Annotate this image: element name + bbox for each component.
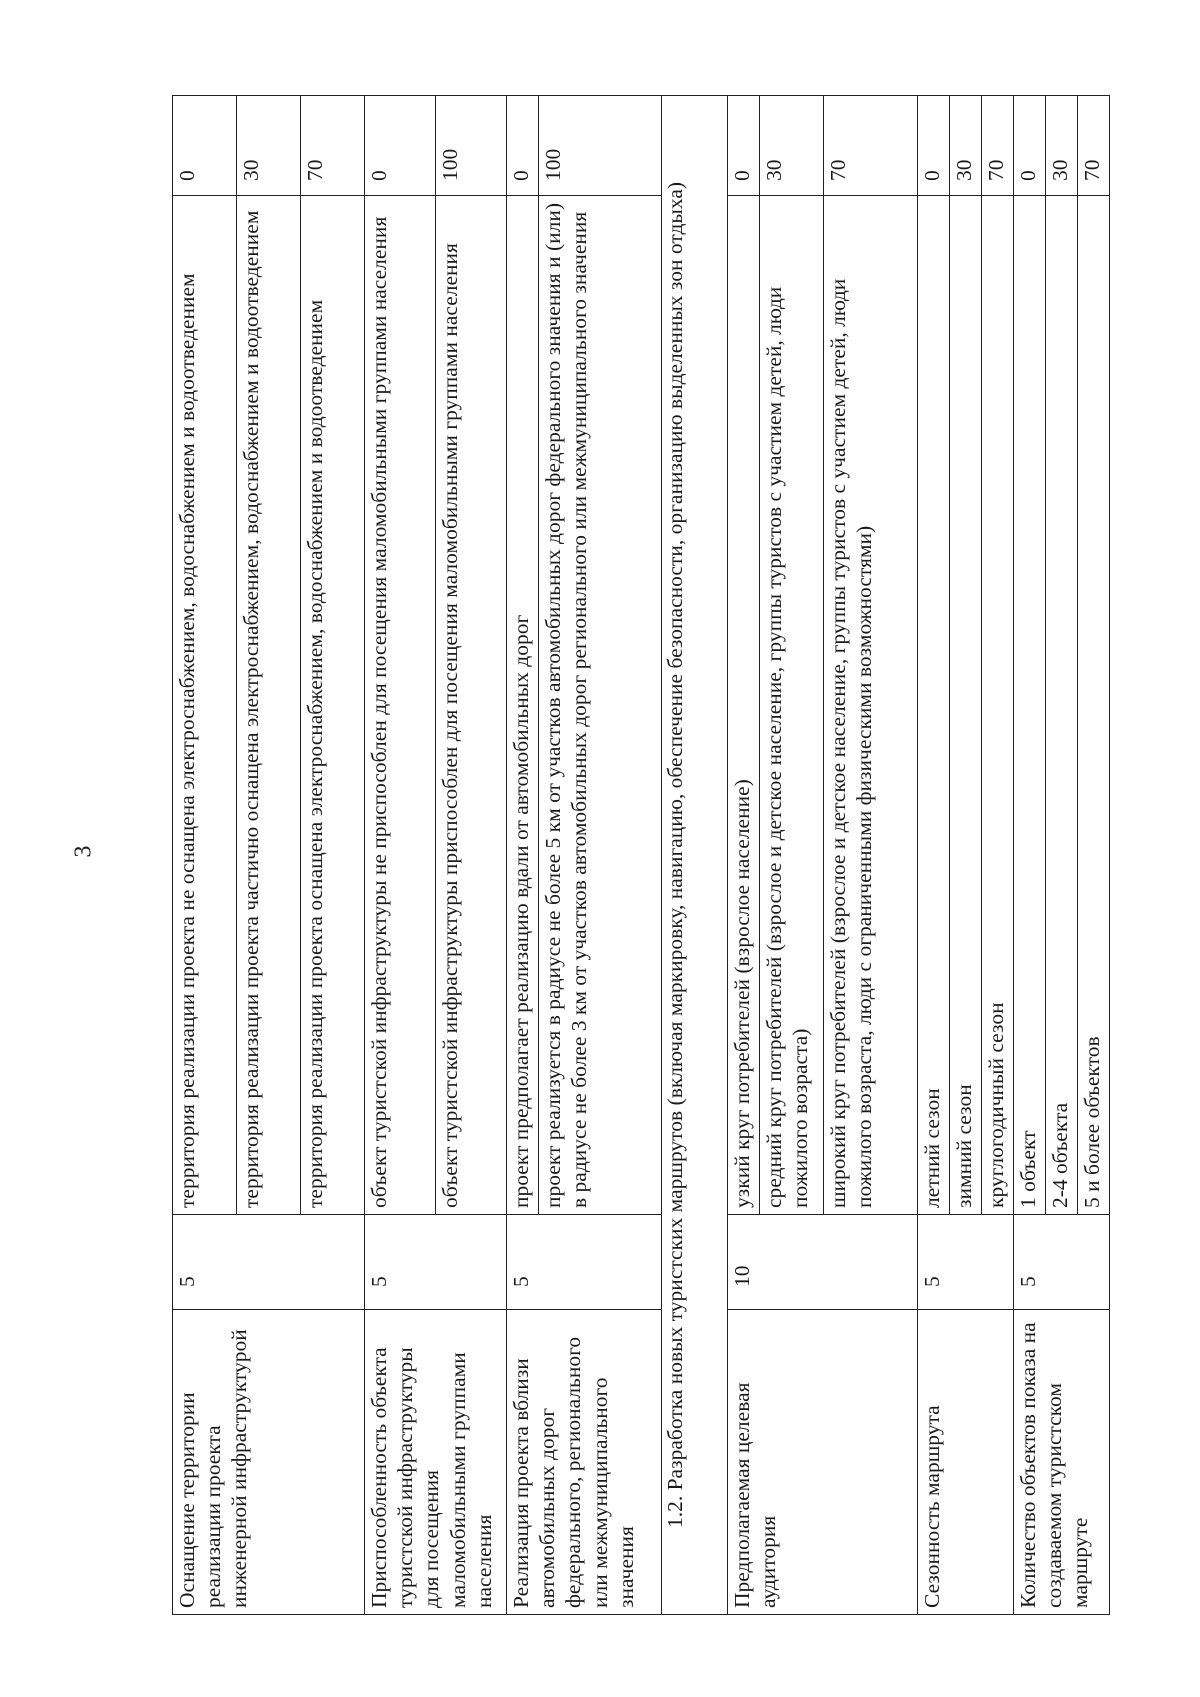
option-description: средний круг потребителей (взрослое и детское население, группы туристов с участием детей, люди пожилого возраста) <box>759 196 823 1215</box>
option-score: 30 <box>1045 96 1077 196</box>
option-score: 0 <box>727 96 759 196</box>
option-score: 70 <box>1077 96 1109 196</box>
criterion-cell: Предполагаемая целевая аудитория <box>727 1310 917 1615</box>
weight-cell: 5 <box>365 1215 507 1310</box>
option-score: 0 <box>1013 96 1045 196</box>
option-score: 70 <box>301 96 365 196</box>
option-score: 0 <box>507 96 539 196</box>
option-score: 100 <box>539 96 662 196</box>
criterion-cell: Реализация проекта вблизи автомобильных дорог федерального, регионального или межмуниципального значения <box>507 1310 662 1615</box>
criterion-cell: Сезонность маршрута <box>917 1310 1013 1615</box>
option-description: объект туристской инфраструктуры приспособлен для посещения маломобильными группами населения <box>436 196 507 1215</box>
weight-cell: 10 <box>727 1215 917 1310</box>
option-description: территория реализации проекта оснащена электроснабжением, водоснабжением и водоотведением <box>301 196 365 1215</box>
section-row <box>661 96 727 1615</box>
option-score: 30 <box>949 96 981 196</box>
option-score: 30 <box>237 96 301 196</box>
weight-cell: 5 <box>1013 1215 1109 1310</box>
criterion-cell: Количество объектов показа на создаваемом туристском маршруте <box>1013 1310 1109 1615</box>
option-description: круглогодичный сезон <box>981 196 1013 1215</box>
table-row <box>365 96 436 1615</box>
criterion-cell: Приспособленность объекта туристской инфраструктуры для посещения маломобильными группами населения <box>365 1310 507 1615</box>
option-score: 70 <box>981 96 1013 196</box>
criterion-cell: Оснащение территории реализации проекта инженерной инфраструктурой <box>173 1310 365 1615</box>
criteria-table-wrapper <box>172 95 1110 1615</box>
option-description: узкий круг потребителей (взрослое население) <box>727 196 759 1215</box>
table-row <box>507 96 539 1615</box>
option-description: территория реализации проекта частично оснащена электроснабжением, водоснабжением и водоотведением <box>237 196 301 1215</box>
option-score: 100 <box>436 96 507 196</box>
option-score: 30 <box>759 96 823 196</box>
option-description: летний сезон <box>917 196 949 1215</box>
option-score: 0 <box>173 96 237 196</box>
weight-cell: 5 <box>507 1215 662 1310</box>
page-number: 3 <box>70 845 97 858</box>
table-row <box>917 96 949 1615</box>
table-row <box>173 96 237 1615</box>
option-description: широкий круг потребителей (взрослое и детское население, группы туристов с участием детей, люди пожилого возраста, люди с ограниченными физическими возможностями) <box>823 196 917 1215</box>
option-description: проект предполагает реализацию вдали от автомобильных дорог <box>507 196 539 1215</box>
weight-cell: 5 <box>917 1215 1013 1310</box>
option-description: проект реализуется в радиусе не более 5 км от участков автомобильных дорог федерального значения и (или) в радиусе не более 3 км от участков автомобильных дорог регионального или межмуниципального значения <box>539 196 662 1215</box>
option-description: 2-4 объекта <box>1045 196 1077 1215</box>
option-description: 1 объект <box>1013 196 1045 1215</box>
option-score: 0 <box>917 96 949 196</box>
table-row <box>727 96 759 1615</box>
option-score: 0 <box>365 96 436 196</box>
option-description: территория реализации проекта не оснащена электроснабжением, водоснабжением и водоотведением <box>173 196 237 1215</box>
criteria-table <box>172 95 1110 1615</box>
option-description: зимний сезон <box>949 196 981 1215</box>
option-description: объект туристской инфраструктуры не приспособлен для посещения маломобильными группами населения <box>365 196 436 1215</box>
option-description: 5 и более объектов <box>1077 196 1109 1215</box>
section-heading: 1.2. Разработка новых туристских маршрутов (включая маркировку, навигацию, обеспечение безопасности, организацию выделенных зон отдыха) <box>661 96 727 1615</box>
table-row <box>1013 96 1045 1615</box>
weight-cell: 5 <box>173 1215 365 1310</box>
option-score: 70 <box>823 96 917 196</box>
